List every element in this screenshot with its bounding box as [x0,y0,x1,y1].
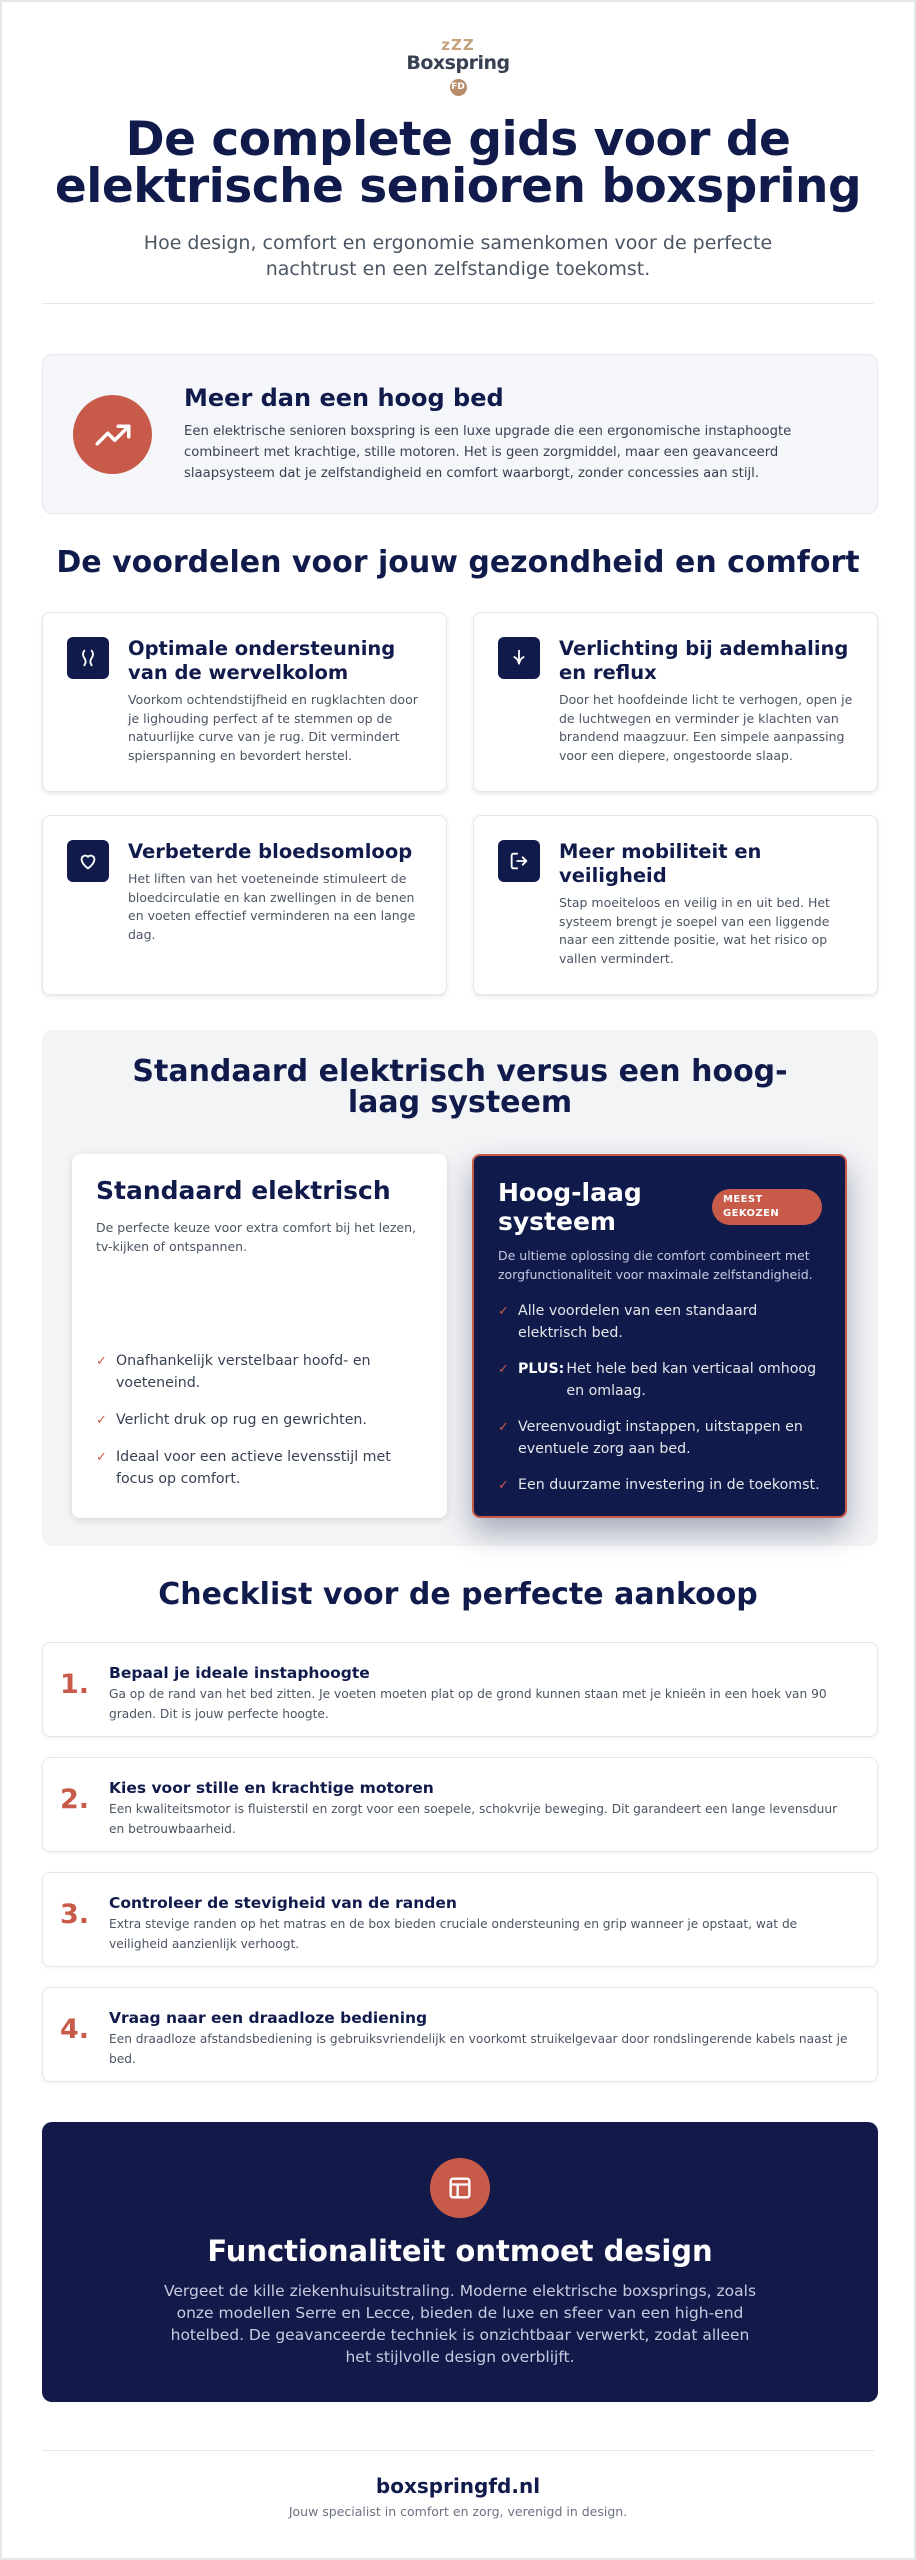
intro-title: Meer dan een hoog bed [184,384,504,412]
check-icon: ✓ [498,1478,509,1493]
trending-up-icon [73,395,152,474]
benefit-title: Verbeterde bloedsomloop [128,840,413,863]
page-title: De complete gids voor de elektrische senioren boxspring [54,112,862,214]
benefit-card-breathing [473,612,878,792]
layout-icon [430,2158,490,2218]
standard-card [72,1154,447,1518]
comparison-heading: Standaard elektrisch versus een hoog-laag systeem [132,1054,788,1120]
brand-mark: FD [450,79,467,96]
checklist-item [42,1872,878,1967]
benefit-body: Voorkom ochtendstijfheid en rugklachten door je lighouding perfect af te stemmen op de natuurlijke curve van je rug. Dit vermindert spierspanning en bevordert herstel. [128,692,418,763]
feature-item: ✓ Ideaal voor een actieve levensstijl met focus op comfort. [96,1449,391,1487]
footer-website-link[interactable]: boxspringfd.nl [375,2474,541,2498]
benefit-title: Meer mobiliteit en veiligheid [559,840,762,887]
check-icon: ✓ [498,1362,509,1377]
feature-item: ✓ Verlicht druk op rug en gewrichten. [96,1409,421,1431]
check-icon: ✓ [498,1304,509,1319]
checklist-item [42,1757,878,1852]
spine-icon [67,637,109,679]
highlow-card [472,1154,847,1518]
intro-body: Een elektrische senioren boxspring is een luxe upgrade die een ergonomische instaphoogte combineert met krachtige, stille motoren. Het is geen zorgmiddel, maar een geavanceerd slaapsysteem dat je zelfstandigheid en comfort waarborgt, zonder concessies aan stijl. [184,424,792,481]
benefit-body: Stap moeiteloos en veilig in en uit bed. Het systeem brengt je soepel van een liggende naar een zittende positie, wat het risico op vallen vermindert. [559,895,830,966]
benefit-title: Verlichting bij ademhaling en reflux [559,637,849,684]
checklist-heading: Checklist voor de perfecte aankoop [158,1577,758,1612]
divider [42,303,874,304]
standard-title: Standaard elektrisch [96,1176,391,1205]
checklist-item [42,1642,878,1737]
heart-icon [67,840,109,882]
highlow-description: De ultieme oplossing die comfort combineert met zorgfunctionaliteit voor maximale zelfstandigheid. [498,1248,813,1282]
standard-description: De perfecte keuze voor extra comfort bij het lezen, tv-kijken of ontspannen. [96,1220,416,1254]
design-callout [42,2122,878,2402]
most-chosen-badge: MEEST GEKOZEN [712,1189,822,1225]
feature-item: ✓ Vereenvoudigt instappen, uitstappen en eventuele zorg aan bed. [498,1419,803,1457]
feature-item: ✓ PLUS: Het hele bed kan verticaal omhoog en omlaag. [498,1358,823,1402]
highlow-feature-list [498,1300,823,1510]
step-title: Bepaal je ideale instaphoogte [109,1664,370,1682]
step-title: Kies voor stille en krachtige motoren [109,1779,434,1797]
exit-icon [498,840,540,882]
sleep-zzz-icon: zZZ [441,36,475,54]
highlow-title: Hoog-laag systeem [498,1178,642,1236]
checklist-item [42,1987,878,2082]
benefits-heading: De voordelen voor jouw gezondheid en comfort [56,545,860,580]
benefit-card-spine [42,612,447,792]
wind-icon [498,637,540,679]
plus-label: PLUS: [518,1361,565,1377]
benefit-card-circulation [42,815,447,995]
callout-title: Functionaliteit ontmoet design [207,2234,713,2268]
brand-name: Boxspring [406,52,510,74]
step-body: Ga op de rand van het bed zitten. Je voeten moeten plat op de grond kunnen staan met je knieën in een hoek van 90 graden. Dit is jouw perfecte hoogte. [109,1687,827,1721]
step-number: 4. [60,2014,90,2045]
step-body: Een kwaliteitsmotor is fluisterstil en zorgt voor een soepele, schokvrije beweging. Dit garandeert een lange levensduur en betrouwbaarheid. [109,1802,838,1836]
callout-body: Vergeet de kille ziekenhuisuitstraling. Moderne elektrische boxsprings, zoals onze modellen Serre en Lecce, bieden de luxe en sfeer van een high-end hotelbed. De geavanceerde techniek is onzichtbaar verwerkt, zodat alleen het stijlvolle design overblijft. [163,2282,757,2366]
step-body: Een draadloze afstandsbediening is gebruiksvriendelijk en voorkomt struikelgevaar door rondslingerende kabels naast je bed. [109,2032,848,2066]
step-number: 1. [60,1669,90,1700]
step-title: Vraag naar een draadloze bediening [109,2009,428,2027]
feature-item: ✓ Een duurzame investering in de toekomst. [498,1474,823,1496]
comparison-section [42,1030,878,1546]
benefit-title: Optimale ondersteuning van de wervelkolom [128,637,396,684]
check-icon: ✓ [96,1413,107,1428]
step-title: Controleer de stevigheid van de randen [109,1894,457,1912]
step-body: Extra stevige randen op het matras en de box bieden cruciale ondersteuning en grip wanneer je opstaat, wat de veiligheid aanzienlijk verhoogt. [109,1917,798,1951]
feature-item: ✓ Onafhankelijk verstelbaar hoofd- en voeteneind. [96,1353,371,1391]
brand-logo[interactable] [2,38,914,96]
benefit-body: Het liften van het voeteneinde stimuleert de bloedcirculatie en kan zwellingen in de benen en voeten effectief verminderen na een lange dag. [128,871,416,942]
standard-feature-list [96,1350,421,1505]
divider [42,2450,874,2451]
step-number: 3. [60,1899,90,1930]
step-number: 2. [60,1784,90,1815]
check-icon: ✓ [96,1354,107,1369]
page-subtitle: Hoe design, comfort en ergonomie samenkomen voor de perfecte nachtrust en een zelfstandige toekomst. [143,232,773,280]
feature-item: ✓ Alle voordelen van een standaard elektrisch bed. [498,1303,758,1341]
check-icon: ✓ [96,1450,107,1465]
benefit-card-mobility [473,815,878,995]
intro-card [42,354,878,514]
check-icon: ✓ [498,1420,509,1435]
benefit-body: Door het hoofdeinde licht te verhogen, open je de luchtwegen en verminder je klachten van brandend maagzuur. Een simpele aanpassing voor een diepere, ongestoorde slaap. [559,692,853,763]
footer-tagline: Jouw specialist in comfort en zorg, verenigd in design. [288,2504,628,2519]
